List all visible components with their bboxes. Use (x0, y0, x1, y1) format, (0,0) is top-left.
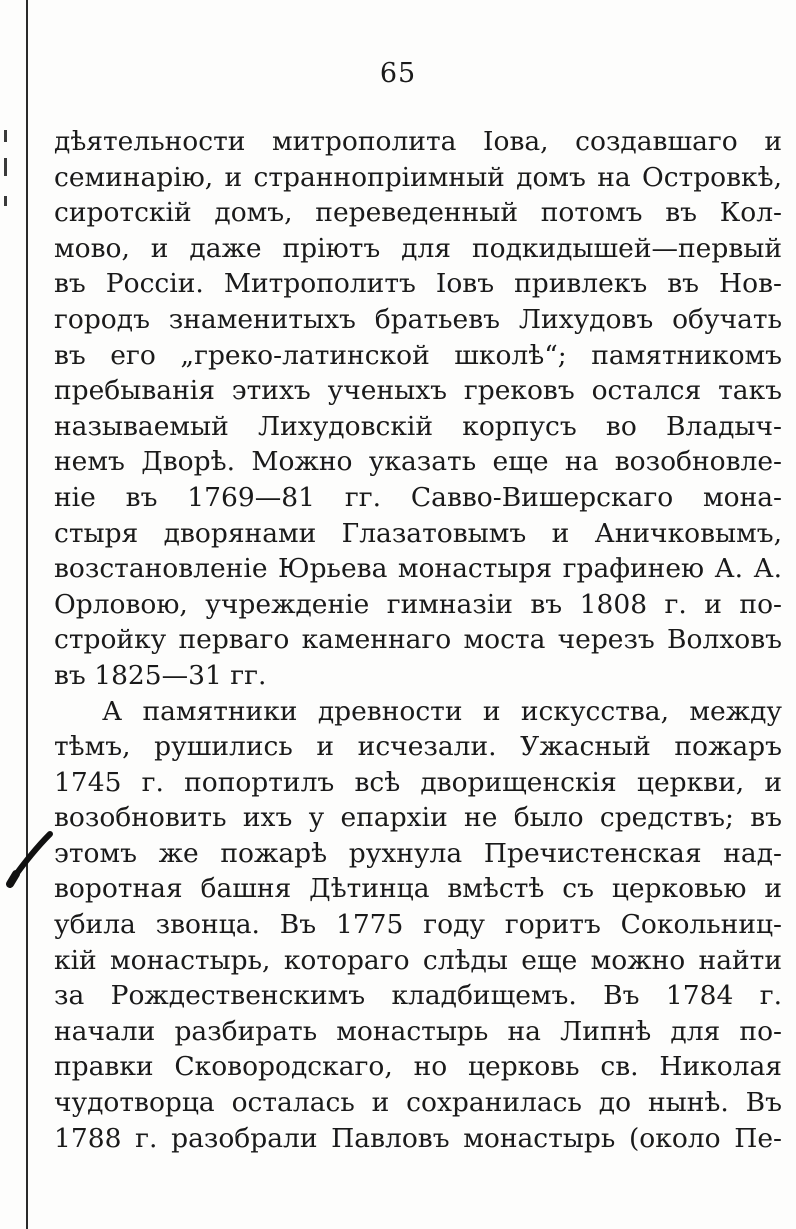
text-line: тѣмъ, рушились и исчезали. Ужасный пожаръ (54, 731, 782, 763)
text-line: въ Россіи. Митрополитъ Іовъ привлекъ въ Нов- (54, 268, 782, 300)
text-line: Орловою, учрежденіе гимназіи въ 1808 г. и по- (54, 588, 782, 620)
text-line: сиротскій домъ, переведенный потомъ въ Кол- (54, 197, 782, 229)
text-line: немъ Дворѣ. Можно указать еще на возобновле- (54, 446, 782, 478)
text-line: ніе въ 1769—81 гг. Савво-Вишерскаго мона- (54, 481, 782, 513)
paragraph-1 (54, 124, 782, 694)
text-line: 1788 г. разобрали Павловъ монастырь (около Пе- (54, 1122, 782, 1154)
margin-tick (4, 130, 7, 142)
text-line: стройку перваго каменнаго моста черезъ Волховъ (54, 624, 782, 656)
margin-rule (26, 0, 28, 1229)
text-line: возобновить ихъ у епархіи не было средствъ; въ (54, 802, 782, 834)
text-line: семинарію, и страннопріимный домъ на Островкѣ, (54, 161, 782, 193)
text-line: А памятники древности и искусства, между (102, 695, 782, 727)
text-line: дѣятельности митрополита Іова, создавшаго и (54, 126, 782, 157)
text-line: стыря дворянами Глазатовымъ и Аничковымъ, (54, 517, 782, 549)
text-line: 1745 г. попортилъ всѣ дворищенскія церкви, и (54, 766, 782, 798)
text-line: за Рождественскимъ кладбищемъ. Въ 1784 г. (54, 980, 782, 1012)
text-line: возстановленіе Юрьева монастыря графинею А. А. (54, 553, 782, 585)
text-line: называемый Лихудовскій корпусъ во Владыч- (54, 410, 782, 442)
paragraph-2 (54, 694, 782, 1157)
text-line: воротная башня Дѣтинца вмѣстѣ съ церковью и (54, 873, 782, 905)
text-line: въ 1825—31 гг. (54, 659, 267, 691)
text-line: городъ знаменитыхъ братьевъ Лихудовъ обучать (54, 303, 782, 335)
text-line: въ его „греко-латинской школѣ“; памятникомъ (54, 339, 782, 371)
page-number: 65 (379, 58, 417, 89)
text-line: пребыванія этихъ ученыхъ грековъ остался такъ (54, 375, 782, 407)
text-line: чудотворца осталась и сохранилась до нынѣ. Въ (54, 1087, 782, 1119)
text-line: правки Сковородскаго, но церковь св. Николая (54, 1051, 782, 1083)
margin-tick (4, 158, 7, 176)
text-line: начали разбирать монастырь на Липнѣ для по- (54, 1015, 782, 1047)
text-line: этомъ же пожарѣ рухнула Пречистенская над- (54, 837, 782, 869)
pen-mark-icon (4, 828, 56, 888)
body-text (54, 124, 782, 1156)
margin-tick (4, 196, 7, 206)
text-line: кій монастырь, котораго слѣды еще можно найти (54, 944, 782, 976)
text-line: убила звонца. Въ 1775 году горитъ Сокольниц- (54, 909, 782, 941)
text-line: мово, и даже пріютъ для подкидышей—первый (54, 232, 782, 264)
